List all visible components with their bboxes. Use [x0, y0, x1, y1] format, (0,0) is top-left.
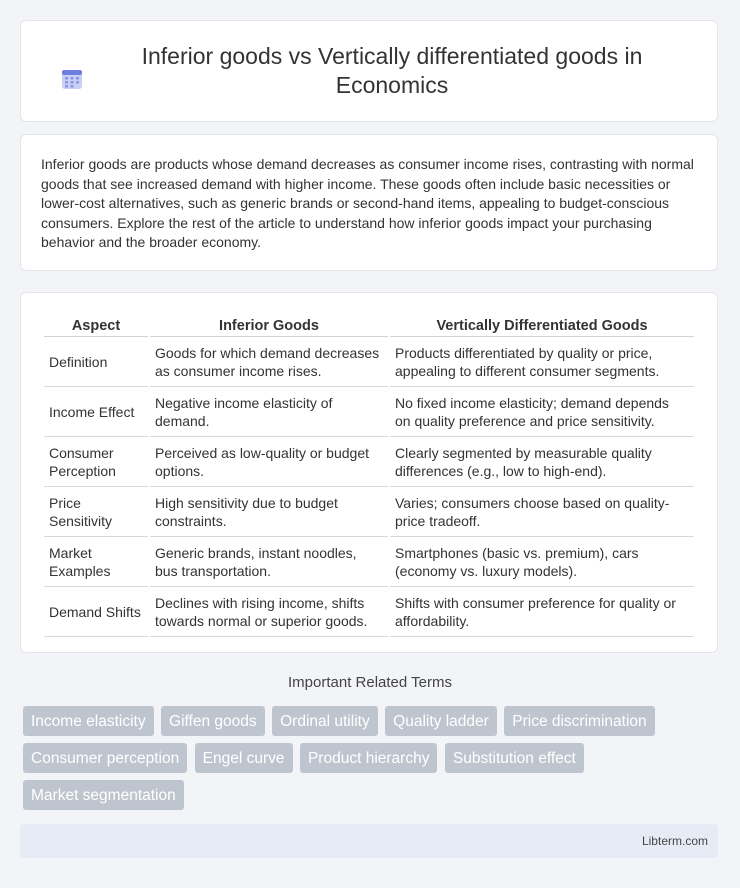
cell-aspect: Demand Shifts [44, 587, 148, 637]
intro-card [20, 134, 718, 271]
cell-vertical: Varies; consumers choose based on quality-price tradeoff. [390, 487, 694, 537]
tag-consumer-perception[interactable]: Consumer perception [23, 743, 187, 773]
cell-aspect: Consumer Perception [44, 437, 148, 487]
table-row [44, 537, 694, 587]
cell-aspect: Market Examples [44, 537, 148, 587]
tag-quality-ladder[interactable]: Quality ladder [385, 706, 497, 736]
cell-aspect: Price Sensitivity [44, 487, 148, 537]
header-inferior-goods: Inferior Goods [150, 315, 388, 337]
comparison-card [20, 292, 718, 653]
tag-substitution-effect[interactable]: Substitution effect [445, 743, 584, 773]
table-row [44, 487, 694, 537]
cell-inferior: Goods for which demand decreases as consumer income rises. [150, 337, 388, 387]
table-row [44, 437, 694, 487]
intro-text: Inferior goods are products whose demand decreases as consumer income rises, contrasting with normal goods that see increased demand with higher income. These goods often include basic necessities or lower-cost alternatives, such as generic brands or second-hand items, appealing to budget-conscious consumers. Explore the rest of the article to understand how inferior goods impact your purchasing behavior and the broader economy. [41, 156, 694, 251]
table-row [44, 337, 694, 387]
header-aspect: Aspect [44, 315, 148, 337]
tag-giffen-goods[interactable]: Giffen goods [161, 706, 265, 736]
cell-vertical: Shifts with consumer preference for quality or affordability. [390, 587, 694, 637]
cell-inferior: Generic brands, instant noodles, bus transportation. [150, 537, 388, 587]
tag-income-elasticity[interactable]: Income elasticity [23, 706, 154, 736]
footer-site-link[interactable]: Libterm.com [641, 834, 708, 848]
header-card [20, 20, 718, 122]
cell-aspect: Definition [44, 337, 148, 387]
cell-inferior: Negative income elasticity of demand. [150, 387, 388, 437]
calendar-icon [61, 68, 83, 90]
cell-vertical: Clearly segmented by measurable quality differences (e.g., low to high-end). [390, 437, 694, 487]
page-title: Inferior goods vs Vertically differentiated goods in Economics [141, 43, 643, 98]
table-row [44, 387, 694, 437]
cell-inferior: Declines with rising income, shifts towards normal or superior goods. [150, 587, 388, 637]
tag-engel-curve[interactable]: Engel curve [195, 743, 293, 773]
header-vertically-differentiated: Vertically Differentiated Goods [390, 315, 694, 337]
tag-price-discrimination[interactable]: Price discrimination [504, 706, 654, 736]
cell-inferior: High sensitivity due to budget constraints. [150, 487, 388, 537]
cell-vertical: No fixed income elasticity; demand depends on quality preference and price sensitivity. [390, 387, 694, 437]
tag-ordinal-utility[interactable]: Ordinal utility [272, 706, 378, 736]
cell-aspect: Income Effect [44, 387, 148, 437]
tag-market-segmentation[interactable]: Market segmentation [23, 780, 184, 810]
related-terms-list [23, 706, 723, 817]
table-header-row [44, 315, 694, 337]
cell-vertical: Products differentiated by quality or price, appealing to different consumer segments. [390, 337, 694, 387]
tag-product-hierarchy[interactable]: Product hierarchy [300, 743, 437, 773]
comparison-table [42, 315, 696, 637]
footer [20, 824, 718, 858]
cell-vertical: Smartphones (basic vs. premium), cars (economy vs. luxury models). [390, 537, 694, 587]
table-row [44, 587, 694, 637]
cell-inferior: Perceived as low-quality or budget options. [150, 437, 388, 487]
related-terms-heading: Important Related Terms [288, 674, 452, 691]
